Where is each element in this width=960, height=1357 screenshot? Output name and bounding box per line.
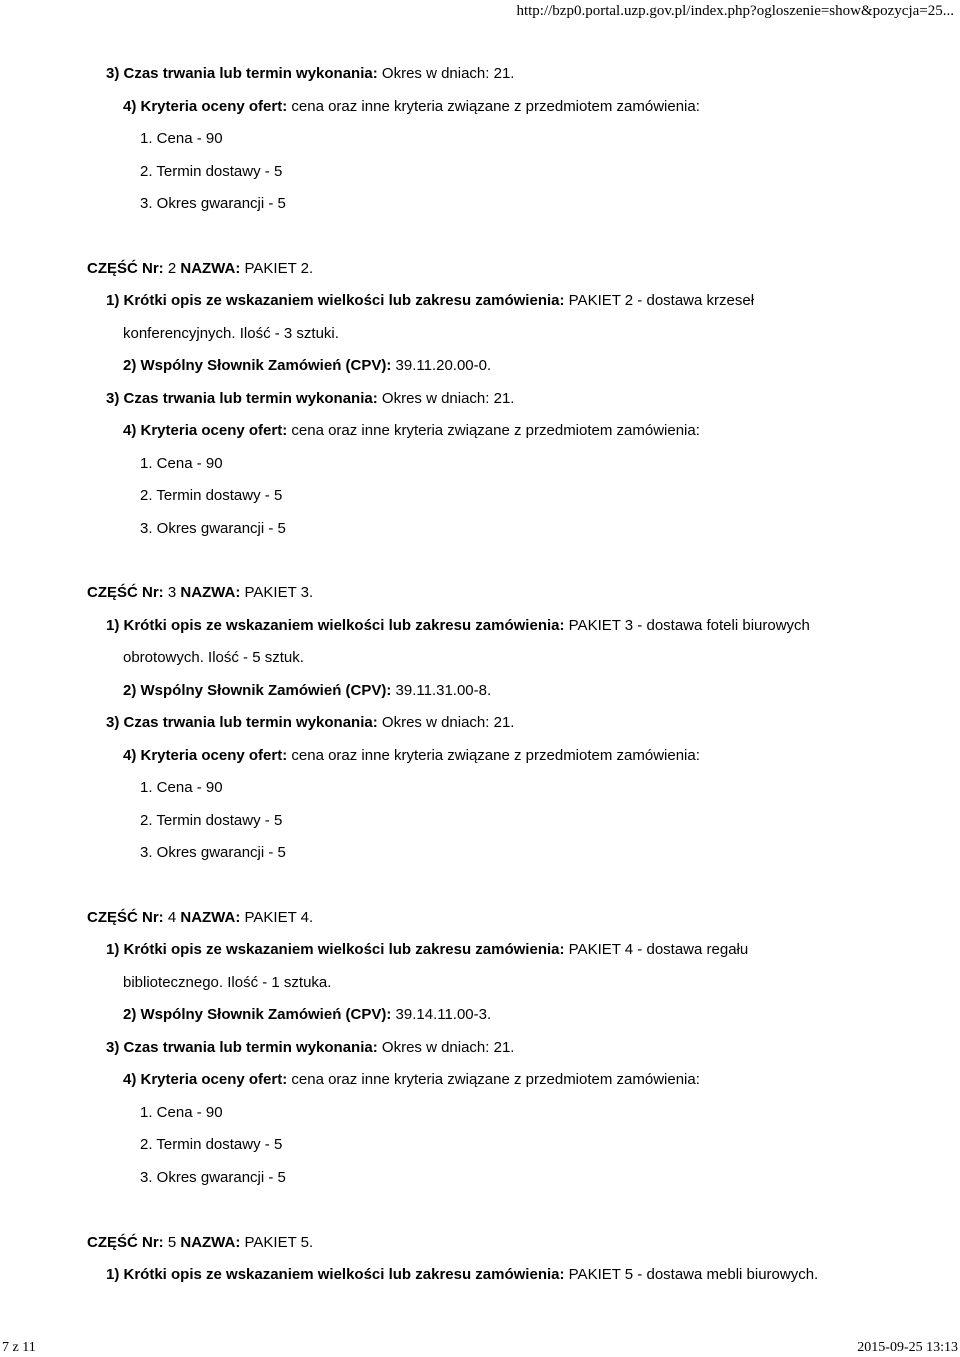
- opis-label: 1) Krótki opis ze wskazaniem wielkości lub zakresu zamówienia:: [106, 617, 565, 634]
- criterion-item: 1. Cena - 90: [140, 130, 223, 147]
- print-datetime: 2015-09-25 13:13: [857, 1340, 958, 1355]
- part-heading: [87, 908, 313, 928]
- name-value: PAKIET 5.: [240, 1234, 314, 1251]
- opis-line: [106, 616, 810, 636]
- opis-value: PAKIET 5 - dostawa mebli biurowych.: [564, 1266, 819, 1283]
- opis-label: 1) Krótki opis ze wskazaniem wielkości lub zakresu zamówienia:: [106, 292, 565, 309]
- criterion-item: 3. Okres gwarancji - 5: [140, 195, 286, 212]
- czas-label: 3) Czas trwania lub termin wykonania:: [106, 714, 378, 731]
- kryteria-value: cena oraz inne kryteria związane z przedmiotem zamówienia:: [287, 422, 700, 439]
- name-value: PAKIET 2.: [240, 260, 314, 277]
- kryteria-value: cena oraz inne kryteria związane z przedmiotem zamówienia:: [287, 98, 700, 115]
- opis-label: 1) Krótki opis ze wskazaniem wielkości lub zakresu zamówienia:: [106, 941, 565, 958]
- criterion-item: 1. Cena - 90: [140, 1104, 223, 1121]
- criterion-item: 1. Cena - 90: [140, 779, 223, 796]
- kryteria-line: [123, 97, 700, 117]
- kryteria-label: 4) Kryteria oceny ofert:: [123, 747, 288, 764]
- part-number: 3: [163, 584, 181, 601]
- czas-label: 3) Czas trwania lub termin wykonania:: [106, 390, 378, 407]
- page-number: 7 z 11: [2, 1340, 36, 1355]
- opis-continuation: bibliotecznego. Ilość - 1 sztuka.: [123, 974, 332, 991]
- czas-line: [106, 64, 514, 84]
- criterion-item: 2. Termin dostawy - 5: [140, 163, 283, 180]
- kryteria-line: [123, 746, 700, 766]
- criterion-item: 1. Cena - 90: [140, 455, 223, 472]
- opis-continuation: obrotowych. Ilość - 5 sztuk.: [123, 649, 304, 666]
- kryteria-label: 4) Kryteria oceny ofert:: [123, 1071, 288, 1088]
- cpv-value: 39.14.11.00-3.: [391, 1006, 492, 1023]
- cpv-label: 2) Wspólny Słownik Zamówień (CPV):: [123, 1006, 392, 1023]
- name-label: NAZWA:: [180, 1234, 241, 1251]
- name-label: NAZWA:: [180, 260, 241, 277]
- czas-line: [106, 713, 514, 733]
- criterion-item: 2. Termin dostawy - 5: [140, 1136, 283, 1153]
- name-label: NAZWA:: [180, 584, 241, 601]
- part-label: CZĘŚĆ Nr:: [87, 909, 164, 926]
- name-value: PAKIET 3.: [240, 584, 314, 601]
- czas-value: Okres w dniach: 21.: [377, 1039, 515, 1056]
- criterion-item: 3. Okres gwarancji - 5: [140, 844, 286, 861]
- cpv-label: 2) Wspólny Słownik Zamówień (CPV):: [123, 682, 392, 699]
- part-heading: [87, 259, 313, 279]
- name-value: PAKIET 4.: [240, 909, 314, 926]
- opis-value: PAKIET 3 - dostawa foteli biurowych: [564, 617, 810, 634]
- part-heading: [87, 1233, 313, 1253]
- czas-value: Okres w dniach: 21.: [377, 65, 515, 82]
- opis-value: PAKIET 2 - dostawa krzeseł: [564, 292, 755, 309]
- cpv-line: [123, 681, 491, 701]
- part-label: CZĘŚĆ Nr:: [87, 584, 164, 601]
- part-number: 5: [163, 1234, 181, 1251]
- kryteria-line: [123, 421, 700, 441]
- criterion-item: 3. Okres gwarancji - 5: [140, 1169, 286, 1186]
- czas-label: 3) Czas trwania lub termin wykonania:: [106, 1039, 378, 1056]
- part-number: 4: [163, 909, 181, 926]
- czas-line: [106, 389, 514, 409]
- kryteria-value: cena oraz inne kryteria związane z przedmiotem zamówienia:: [287, 1071, 700, 1088]
- opis-label: 1) Krótki opis ze wskazaniem wielkości lub zakresu zamówienia:: [106, 1266, 565, 1283]
- cpv-label: 2) Wspólny Słownik Zamówień (CPV):: [123, 357, 392, 374]
- part-heading: [87, 583, 313, 603]
- opis-line: [106, 291, 754, 311]
- opis-continuation: konferencyjnych. Ilość - 3 sztuki.: [123, 325, 339, 342]
- cpv-value: 39.11.20.00-0.: [391, 357, 492, 374]
- cpv-value: 39.11.31.00-8.: [391, 682, 492, 699]
- cpv-line: [123, 356, 491, 376]
- kryteria-label: 4) Kryteria oceny ofert:: [123, 98, 288, 115]
- cpv-line: [123, 1005, 491, 1025]
- part-number: 2: [163, 260, 181, 277]
- criterion-item: 2. Termin dostawy - 5: [140, 487, 283, 504]
- part-label: CZĘŚĆ Nr:: [87, 260, 164, 277]
- kryteria-label: 4) Kryteria oceny ofert:: [123, 422, 288, 439]
- name-label: NAZWA:: [180, 909, 241, 926]
- kryteria-line: [123, 1070, 700, 1090]
- czas-line: [106, 1038, 514, 1058]
- criterion-item: 3. Okres gwarancji - 5: [140, 520, 286, 537]
- czas-value: Okres w dniach: 21.: [377, 390, 515, 407]
- part-label: CZĘŚĆ Nr:: [87, 1234, 164, 1251]
- kryteria-value: cena oraz inne kryteria związane z przedmiotem zamówienia:: [287, 747, 700, 764]
- czas-label: 3) Czas trwania lub termin wykonania:: [106, 65, 378, 82]
- opis-line: [106, 1265, 818, 1285]
- opis-line: [106, 940, 748, 960]
- page-url: http://bzp0.portal.uzp.gov.pl/index.php?ogloszenie=show&pozycja=25...: [516, 3, 954, 19]
- czas-value: Okres w dniach: 21.: [377, 714, 515, 731]
- opis-value: PAKIET 4 - dostawa regału: [564, 941, 749, 958]
- criterion-item: 2. Termin dostawy - 5: [140, 812, 283, 829]
